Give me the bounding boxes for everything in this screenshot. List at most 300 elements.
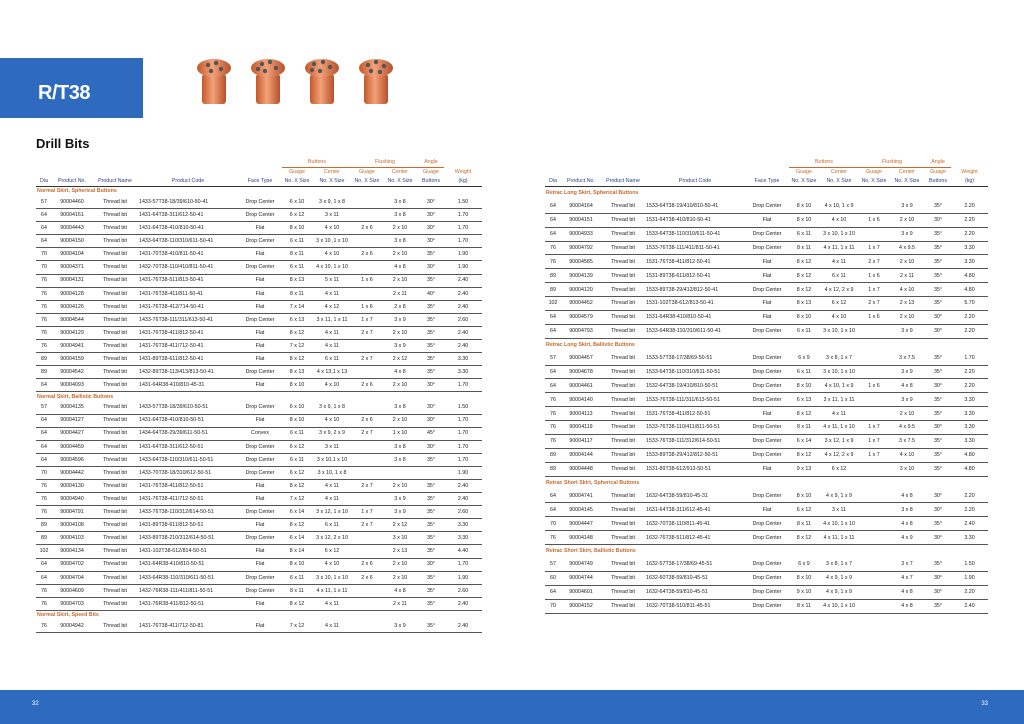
cell-product-name: Thread bit <box>92 453 138 466</box>
cell-buttons-guage: 8 x 10 <box>789 571 819 585</box>
cell-product-no: 90004117 <box>561 435 601 449</box>
cell-product-code: 1431-76T38-411/812-50-51 <box>138 479 238 492</box>
cell-dia: 64 <box>36 571 52 584</box>
cell-buttons-guage: 9 x 13 <box>789 462 819 476</box>
cell-product-no: 90004103 <box>52 532 92 545</box>
cell-flushing-center: 3 x 9 <box>889 393 925 407</box>
cell-buttons-center: 4 x 10 <box>312 222 352 235</box>
cell-product-name: Thread bit <box>92 532 138 545</box>
cell-buttons-guage: 6 x 9 <box>789 352 819 365</box>
cell-product-code: 1431-76T38-411/712-50-81 <box>138 620 238 633</box>
table-row <box>36 584 482 597</box>
cell-angle: 35° <box>925 393 951 407</box>
table-row <box>36 427 482 440</box>
cell-dia: 70 <box>545 517 561 531</box>
cell-flushing-center: 2 x 10 <box>889 255 925 269</box>
cell-buttons-guage: 6 x 13 <box>789 393 819 407</box>
cell-buttons-guage: 6 x 12 <box>789 503 819 517</box>
cell-buttons-guage: 6 x 12 <box>282 466 312 479</box>
cell-flushing-center: 3 x 9 <box>382 313 418 326</box>
cell-flushing-center: 2 x 10 <box>382 479 418 492</box>
cell-product-code: 1531-64T38-410/810-50-41 <box>645 213 745 227</box>
cell-angle: 35° <box>418 519 444 532</box>
cell-product-code: 1433-57T38-18/39/610-50-41 <box>138 196 238 209</box>
cell-weight: 3.30 <box>951 255 988 269</box>
cell-dia: 76 <box>36 597 52 610</box>
cell-buttons-guage: 8 x 12 <box>282 326 312 339</box>
cell-product-code: 1431-70T38-410/811-50-41 <box>138 248 238 261</box>
cell-product-name: Thread bit <box>601 448 645 462</box>
cell-product-no: 90004443 <box>52 222 92 235</box>
table-row <box>36 313 482 326</box>
cell-face-type: Flat <box>238 414 282 427</box>
cell-dia: 64 <box>545 227 561 241</box>
cell-product-no: 90004134 <box>52 545 92 558</box>
table-row <box>36 209 482 222</box>
table-row <box>545 558 988 571</box>
table-row <box>36 353 482 366</box>
cell-face-type: Drop Center <box>238 571 282 584</box>
cell-product-code: 1431-76T38-411/812-50-41 <box>138 326 238 339</box>
cell-product-name: Thread bit <box>601 365 645 379</box>
cell-product-no: 90004126 <box>52 300 92 313</box>
cell-face-type: Flat <box>238 248 282 261</box>
cell-weight: 2.20 <box>951 311 988 325</box>
cell-flushing-center: 3 x 8 <box>382 440 418 453</box>
cell-buttons-center: 4 x 11 <box>312 479 352 492</box>
table-row <box>545 241 988 255</box>
header-angle: Angle <box>925 158 951 168</box>
cell-product-no: 90004457 <box>561 352 601 365</box>
cell-product-no: 90004702 <box>52 558 92 571</box>
cell-angle: 35° <box>925 448 951 462</box>
cell-weight: 2.40 <box>444 326 482 339</box>
cell-dia: 76 <box>545 435 561 449</box>
cell-dia: 64 <box>545 503 561 517</box>
cell-buttons-center: 4 x 10, 1 x 10 <box>819 517 859 531</box>
cell-product-code: 1533-64T38-19/410/810-50-41 <box>645 200 745 213</box>
table-row <box>36 532 482 545</box>
cell-buttons-center: 4 x 12 <box>312 300 352 313</box>
cell-face-type: Drop Center <box>238 196 282 209</box>
cell-weight: 2.40 <box>444 620 482 633</box>
cell-flushing-center: 4 x 8 <box>889 490 925 503</box>
cell-buttons-guage: 6 x 11 <box>282 571 312 584</box>
cell-product-name: Thread bit <box>601 213 645 227</box>
cell-buttons-guage: 8 x 12 <box>282 597 312 610</box>
cell-product-no: 90004703 <box>52 597 92 610</box>
cell-buttons-center: 4 x 10, 1 x 9 <box>819 379 859 393</box>
cell-angle: 30° <box>418 440 444 453</box>
cell-flushing-center: 1 x 10 <box>382 427 418 440</box>
cell-product-name: Thread bit <box>601 297 645 311</box>
cell-dia: 76 <box>36 620 52 633</box>
cell-angle: 40° <box>418 287 444 300</box>
cell-product-code: 1431-64R38-410/810-50-51 <box>138 558 238 571</box>
cell-product-code: 1533-64T38-110/310/611-50-51 <box>645 365 745 379</box>
cell-buttons-center: 3 x 11, 1 x 11 <box>819 393 859 407</box>
page-number-right: 33 <box>981 701 988 707</box>
cell-angle: 35° <box>418 248 444 261</box>
cell-weight: 2.40 <box>444 340 482 353</box>
cell-buttons-guage: 6 x 12 <box>282 440 312 453</box>
cell-product-code: 1631-64T38-311/612-45-41 <box>645 503 745 517</box>
cell-face-type: Flat <box>238 274 282 287</box>
cell-flushing-guage <box>859 324 889 338</box>
cell-product-no: 90004609 <box>52 584 92 597</box>
cell-flushing-guage <box>352 261 382 274</box>
cell-product-name: Thread bit <box>92 401 138 414</box>
cell-flushing-center: 3 x 8 <box>382 196 418 209</box>
cell-weight: 3.30 <box>951 393 988 407</box>
cell-angle: 35° <box>925 241 951 255</box>
cell-buttons-guage: 9 x 10 <box>789 585 819 599</box>
table-row <box>545 269 988 283</box>
drill-bit-image-3 <box>305 59 339 104</box>
table-row <box>36 366 482 379</box>
cell-product-code: 1431-64T38-410/810-50-51 <box>138 414 238 427</box>
cell-weight: 1.70 <box>444 379 482 392</box>
cell-dia: 76 <box>545 531 561 545</box>
cell-flushing-center: 3 x 10 <box>382 532 418 545</box>
header-kg: (kg) <box>444 177 482 187</box>
cell-dia: 76 <box>36 274 52 287</box>
cell-buttons-center: 4 x 11, 1 x 11 <box>312 584 352 597</box>
cell-flushing-guage <box>352 340 382 353</box>
header-guage: Guage <box>796 169 812 176</box>
cell-buttons-center: 3 x 9, 1 x 8 <box>312 196 352 209</box>
cell-buttons-center: 3 x 10, 1 x 10 <box>312 571 352 584</box>
cell-dia: 64 <box>36 379 52 392</box>
table-row <box>545 365 988 379</box>
cell-product-no: 90004749 <box>561 558 601 571</box>
cell-product-no: 90004140 <box>561 393 601 407</box>
cell-flushing-center: 3 x 9 <box>382 620 418 633</box>
header-guage: Guage <box>289 169 305 176</box>
cell-buttons-center: 4 x 11 <box>312 620 352 633</box>
cell-buttons-guage: 8 x 10 <box>282 222 312 235</box>
cell-product-no: 90004585 <box>561 255 601 269</box>
cell-buttons-center: 6 x 11 <box>312 353 352 366</box>
cell-product-name: Thread bit <box>92 597 138 610</box>
cell-product-name: Thread bit <box>601 311 645 325</box>
cell-buttons-center: 4 x 9, 1 x 9 <box>819 490 859 503</box>
cell-flushing-center: 2 x 12 <box>382 353 418 366</box>
cell-product-code: 1531-76T38-411/812-50-51 <box>645 407 745 421</box>
cell-product-name: Thread bit <box>92 248 138 261</box>
cell-dia: 64 <box>545 311 561 325</box>
cell-buttons-center: 3 x 11 <box>312 209 352 222</box>
cell-flushing-guage <box>352 597 382 610</box>
table-row <box>36 479 482 492</box>
cell-flushing-guage: 2 x 7 <box>352 326 382 339</box>
cell-face-type: Flat <box>238 519 282 532</box>
header-buttons-count: Buttons <box>418 177 444 187</box>
cell-face-type: Flat <box>745 503 789 517</box>
cell-flushing-guage <box>859 558 889 571</box>
cell-flushing-guage: 2 x 6 <box>352 571 382 584</box>
cell-angle: 30° <box>925 213 951 227</box>
cell-buttons-guage: 8 x 10 <box>789 213 819 227</box>
cell-product-code: 1432-70T38-110/410/811-50-41 <box>138 261 238 274</box>
header-weight: Weight <box>961 169 978 176</box>
cell-buttons-center: 4 x 10, 1 x 10 <box>819 599 859 613</box>
section-heading-row <box>545 476 988 489</box>
cell-face-type: Flat <box>745 462 789 476</box>
drill-bit-images <box>190 44 410 109</box>
header-angle: Angle <box>418 158 444 168</box>
cell-flushing-guage <box>352 196 382 209</box>
cell-flushing-center: 3 x 9 <box>382 506 418 519</box>
cell-flushing-center: 2 x 13 <box>889 297 925 311</box>
cell-face-type: Flat <box>745 297 789 311</box>
cell-face-type: Drop Center <box>238 313 282 326</box>
cell-flushing-center: 4 x 8 <box>382 261 418 274</box>
cell-flushing-center: 4 x 8 <box>889 599 925 613</box>
cell-flushing-guage <box>859 490 889 503</box>
cell-product-name: Thread bit <box>601 599 645 613</box>
header-guage: Guage <box>359 169 375 176</box>
table-row <box>36 440 482 453</box>
cell-dia: 60 <box>545 571 561 585</box>
cell-product-code: 1533-64T38-110/310/611-50-41 <box>645 227 745 241</box>
cell-product-code: 1632-64T38-59/810-45-31 <box>645 490 745 503</box>
cell-product-no: 90004161 <box>52 209 92 222</box>
cell-flushing-center: 4 x 8 <box>889 585 925 599</box>
cell-product-name: Thread bit <box>92 287 138 300</box>
header-no-x-size: No. X Size <box>282 177 312 187</box>
cell-buttons-guage: 8 x 12 <box>789 255 819 269</box>
cell-product-no: 90004148 <box>561 531 601 545</box>
cell-product-no: 90004164 <box>561 200 601 213</box>
cell-product-no: 90004460 <box>52 196 92 209</box>
cell-product-name: Thread bit <box>92 379 138 392</box>
cell-angle: 30° <box>925 571 951 585</box>
header-no-x-size: No. X Size <box>819 177 859 187</box>
cell-face-type: Flat <box>745 407 789 421</box>
cell-buttons-center: 3 x 11 <box>312 440 352 453</box>
cell-weight: 4.80 <box>951 462 988 476</box>
cell-product-name: Thread bit <box>92 493 138 506</box>
cell-product-no: 90004459 <box>52 440 92 453</box>
cell-face-type: Drop Center <box>745 558 789 571</box>
cell-product-code: 1632-60T38-59/810-45-51 <box>645 571 745 585</box>
cell-weight: 1.90 <box>951 571 988 585</box>
cell-flushing-guage: 1 x 7 <box>859 421 889 435</box>
cell-weight: 2.20 <box>951 227 988 241</box>
cell-product-name: Thread bit <box>601 352 645 365</box>
cell-product-code: 1431-89T38-611/812-50-51 <box>138 519 238 532</box>
left-page-table <box>36 158 482 633</box>
cell-flushing-center: 3 x 7 <box>889 558 925 571</box>
cell-flushing-center: 4 x 9.5 <box>889 241 925 255</box>
table-row <box>545 379 988 393</box>
table-row <box>545 352 988 365</box>
cell-product-code: 1632-64T38-59/810-45-51 <box>645 585 745 599</box>
header-no-x-size: No. X Size <box>312 177 352 187</box>
cell-buttons-guage: 8 x 10 <box>789 200 819 213</box>
section-heading-row <box>545 338 988 351</box>
cell-product-name: Thread bit <box>92 274 138 287</box>
cell-weight: 2.40 <box>951 517 988 531</box>
drill-bits-table-right <box>545 158 988 614</box>
cell-angle: 30° <box>925 311 951 325</box>
cell-buttons-center: 3 x 9, 2 x 9 <box>312 427 352 440</box>
cell-flushing-guage <box>859 585 889 599</box>
cell-face-type: Flat <box>238 479 282 492</box>
cell-buttons-guage: 8 x 12 <box>282 479 312 492</box>
cell-weight: 1.50 <box>444 196 482 209</box>
cell-buttons-guage: 8 x 10 <box>789 311 819 325</box>
cell-product-code: 1431-76R38-411/812-50-51 <box>138 597 238 610</box>
cell-weight: 2.40 <box>951 599 988 613</box>
section-heading-row <box>545 545 988 558</box>
cell-weight: 3.30 <box>444 532 482 545</box>
cell-dia: 76 <box>36 340 52 353</box>
cell-product-name: Thread bit <box>601 407 645 421</box>
cell-flushing-center: 2 x 10 <box>382 379 418 392</box>
cell-product-code: 1632-70T38-110/811-45-41 <box>645 517 745 531</box>
cell-flushing-center: 3 x 8 <box>382 209 418 222</box>
cell-buttons-guage: 6 x 14 <box>282 532 312 545</box>
header-center: Center <box>899 169 915 176</box>
cell-product-no: 90004678 <box>561 365 601 379</box>
cell-buttons-center: 4 x 11 <box>312 287 352 300</box>
cell-buttons-center: 6 x 12 <box>312 545 352 558</box>
cell-buttons-center: 3 x 12, 1 x 9 <box>819 435 859 449</box>
cell-flushing-center: 2 x 10 <box>889 213 925 227</box>
cell-dia: 76 <box>36 313 52 326</box>
cell-buttons-center: 4 x 10 <box>312 379 352 392</box>
table-row <box>545 227 988 241</box>
cell-product-no: 90004371 <box>52 261 92 274</box>
cell-dia: 57 <box>545 352 561 365</box>
cell-product-code: 1632-57T38-17/38/69-45-51 <box>645 558 745 571</box>
cell-product-no: 90004144 <box>561 448 601 462</box>
footer-bar <box>0 690 1024 724</box>
header-no-x-size: No. X Size <box>789 177 819 187</box>
cell-weight: 1.90 <box>444 571 482 584</box>
page-title: Drill Bits <box>36 136 90 151</box>
cell-angle: 35° <box>418 313 444 326</box>
cell-product-no: 90004139 <box>561 269 601 283</box>
cell-weight: 2.40 <box>444 493 482 506</box>
cell-dia: 76 <box>545 241 561 255</box>
cell-buttons-guage: 8 x 11 <box>789 599 819 613</box>
cell-flushing-guage <box>352 440 382 453</box>
table-row <box>36 379 482 392</box>
cell-product-name: Thread bit <box>92 584 138 597</box>
cell-face-type: Drop Center <box>238 584 282 597</box>
cell-angle: 30° <box>418 558 444 571</box>
cell-product-name: Thread bit <box>601 558 645 571</box>
cell-dia: 64 <box>545 379 561 393</box>
cell-buttons-center: 4 x 10, 1 x 9 <box>819 200 859 213</box>
cell-product-name: Thread bit <box>601 200 645 213</box>
header-product-code: Product Code <box>138 177 238 187</box>
cell-flushing-center: 3 x 9 <box>889 365 925 379</box>
cell-weight: 2.40 <box>444 274 482 287</box>
cell-flushing-center: 2 x 10 <box>889 311 925 325</box>
section-heading-row <box>36 392 482 402</box>
cell-buttons-center: 3 x 10, 1 x 10 <box>819 365 859 379</box>
cell-face-type: Drop Center <box>238 261 282 274</box>
cell-dia: 70 <box>36 248 52 261</box>
cell-buttons-center: 4 x 11, 1 x 10 <box>819 421 859 435</box>
cell-flushing-guage <box>352 287 382 300</box>
cell-flushing-center: 3 x 8 <box>382 401 418 414</box>
cell-product-no: 90004128 <box>52 287 92 300</box>
cell-angle: 35° <box>925 435 951 449</box>
cell-dia: 89 <box>36 366 52 379</box>
cell-face-type: Drop Center <box>745 585 789 599</box>
cell-product-code: 1432-76R38-111/411/811-50-51 <box>138 584 238 597</box>
header-buttons: Buttons <box>789 158 859 168</box>
cell-product-code: 1433-64T38-110/310/611-50-51 <box>138 453 238 466</box>
cell-product-name: Thread bit <box>601 490 645 503</box>
table-row <box>545 283 988 297</box>
header-product-code: Product Code <box>645 177 745 187</box>
cell-flushing-center: 4 x 8 <box>382 584 418 597</box>
cell-flushing-guage: 2 x 6 <box>352 222 382 235</box>
cell-flushing-center: 2 x 10 <box>382 571 418 584</box>
cell-product-name: Thread bit <box>92 545 138 558</box>
cell-face-type: Drop Center <box>745 393 789 407</box>
table-row <box>36 414 482 427</box>
cell-angle: 30° <box>925 531 951 545</box>
cell-angle: 30° <box>925 585 951 599</box>
cell-flushing-guage <box>859 200 889 213</box>
cell-buttons-guage: 6 x 11 <box>282 235 312 248</box>
cell-flushing-guage: 1 x 6 <box>352 274 382 287</box>
cell-angle: 35° <box>925 269 951 283</box>
cell-face-type: Flat <box>238 287 282 300</box>
cell-weight: 1.70 <box>444 558 482 571</box>
cell-product-code: 1533-57T38-17/38/69-50-51 <box>645 352 745 365</box>
cell-dia: 76 <box>545 407 561 421</box>
header-face-type: Face Type <box>238 177 282 187</box>
table-row <box>36 274 482 287</box>
table-row <box>545 448 988 462</box>
cell-weight: 1.90 <box>444 261 482 274</box>
cell-dia: 89 <box>545 269 561 283</box>
cell-angle: 30° <box>925 379 951 393</box>
cell-buttons-guage: 8 x 12 <box>789 531 819 545</box>
cell-product-name: Thread bit <box>92 326 138 339</box>
cell-buttons-guage: 6 x 13 <box>282 313 312 326</box>
cell-face-type: Drop Center <box>745 517 789 531</box>
cell-buttons-center: 3 x 10 ,1 x 10 <box>312 235 352 248</box>
cell-flushing-guage: 2 x 7 <box>352 427 382 440</box>
cell-flushing-guage <box>859 352 889 365</box>
cell-angle: 35° <box>925 297 951 311</box>
cell-product-no: 90004461 <box>561 379 601 393</box>
cell-product-code: 1431-76T38-511/813-50-41 <box>138 274 238 287</box>
cell-weight: 1.50 <box>951 558 988 571</box>
cell-buttons-guage: 8 x 10 <box>282 414 312 427</box>
cell-flushing-guage <box>859 531 889 545</box>
cell-product-code: 1531-89T38-611/812-50-41 <box>645 269 745 283</box>
cell-flushing-center <box>382 466 418 479</box>
header-guage: Guage <box>930 169 946 176</box>
header-product-name: Product Name <box>92 177 138 187</box>
cell-product-no: 90004119 <box>561 421 601 435</box>
cell-angle: 35° <box>418 597 444 610</box>
cell-dia: 89 <box>36 532 52 545</box>
cell-weight: 3.30 <box>444 366 482 379</box>
cell-product-code: 1431-76T38-411/712-50-51 <box>138 493 238 506</box>
table-row <box>36 287 482 300</box>
